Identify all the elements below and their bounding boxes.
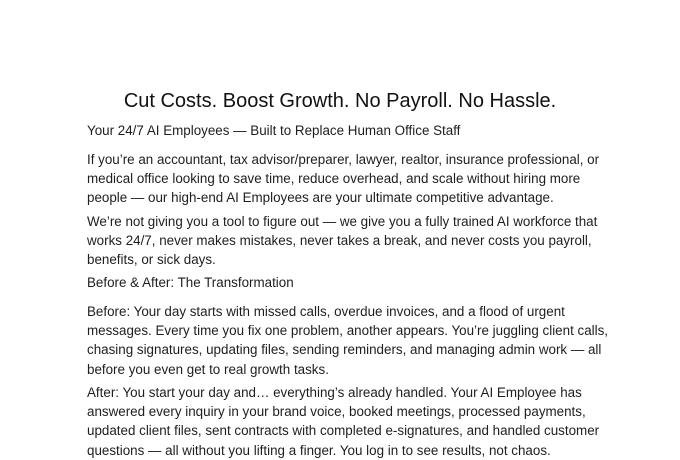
section-heading: Before & After: The Transformation — [87, 275, 294, 290]
document-title: Cut Costs. Boost Growth. No Payroll. No Hassle. — [123, 90, 557, 112]
after-paragraph: After: You start your day and… everything’s already handled. Your AI Employee has answered every inquiry in your brand voice, booked meetings, processed payments, updated client files, sent contracts with completed e-signatures, and handled customer questions — all without you lifting a finger. You log in to see results, not chaos. — [87, 385, 600, 458]
before-paragraph: Before: Your day starts with missed calls, overdue invoices, and a flood of urgent messages. Every time you fix one problem, another appears. You’re juggling client calls, chasing signatures, updating files, sending reminders, and managing admin work — all before you even get to real growth tasks. — [87, 304, 609, 377]
intro-paragraph: If you’re an accountant, tax advisor/preparer, lawyer, realtor, insurance professional, or medical office looking to save time, reduce overhead, and scale without hiring more people — our high-end AI Employees are your ultimate competitive advantage. — [87, 152, 600, 206]
document-subtitle: Your 24/7 AI Employees — Built to Replace Human Office Staff — [87, 123, 461, 138]
offer-paragraph: We’re not giving you a tool to figure out — we give you a fully trained AI workforce that works 24/7, never makes mistakes, never takes a break, and never costs you payroll, benefits, or sick days. — [87, 214, 598, 268]
